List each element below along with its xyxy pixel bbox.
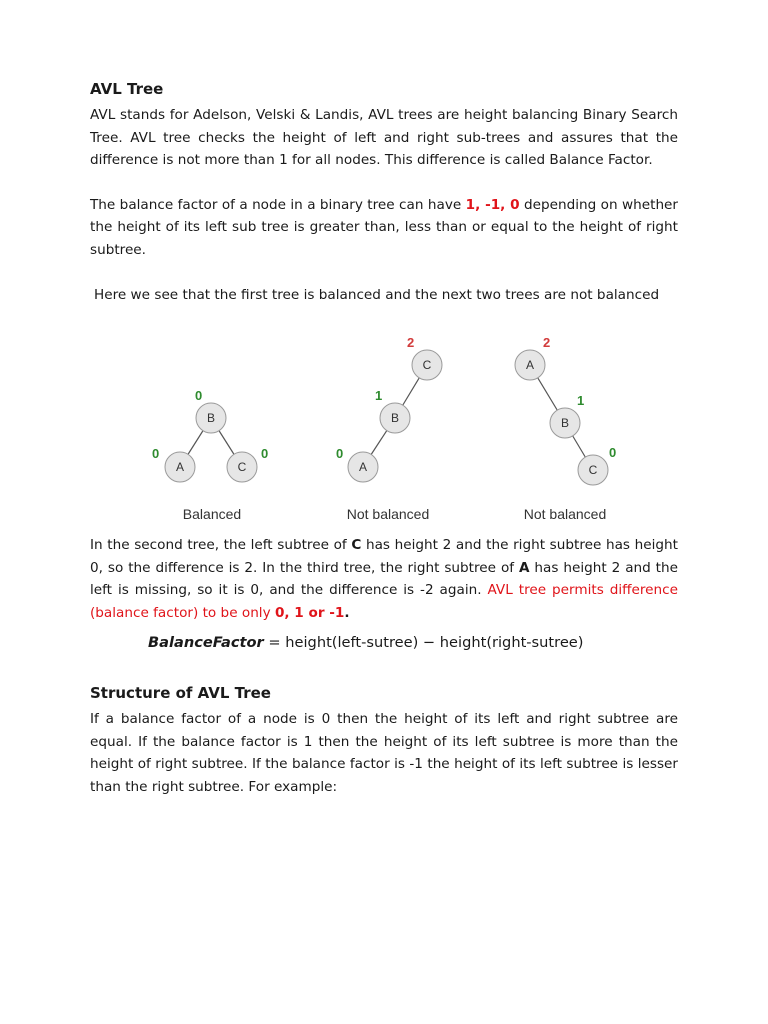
caption: Not balanced	[523, 506, 607, 522]
red-bold-values: 0, 1 or -1	[274, 604, 345, 621]
node-label: C	[588, 463, 598, 477]
node-label: A	[175, 460, 185, 474]
balance-factor-paragraph	[90, 194, 678, 262]
node-label: C	[237, 460, 247, 474]
balance-label: 0	[609, 445, 617, 460]
tree-not-balanced-1	[336, 335, 442, 522]
bold-node: C	[351, 537, 362, 553]
explanation-paragraph	[90, 534, 678, 624]
balance-label: 1	[375, 388, 383, 403]
balance-label: 2	[543, 335, 551, 350]
avl-trees-diagram	[90, 330, 690, 530]
text-span: In the second tree, the left subtree of	[90, 537, 352, 553]
text-span: has height 2 and the left is missing, so it is 0, and the difference is -2 again.	[90, 559, 678, 599]
node-label: B	[206, 411, 216, 425]
factor-values: 1, -1, 0	[465, 196, 520, 213]
node-label: B	[560, 416, 570, 430]
formula-rhs: = height(left-sutree) − height(right-sutree)	[263, 634, 584, 651]
caption: Balanced	[182, 506, 242, 522]
text-span: depending on whether the height of its left sub tree is greater than, less than or equal to the height of right subtree.	[90, 196, 679, 258]
text-span: The balance factor of a node in a binary tree can have	[90, 196, 466, 213]
node-label: A	[525, 358, 535, 372]
tree-balanced	[152, 388, 268, 522]
node-label: A	[358, 460, 368, 474]
balance-label: 1	[577, 393, 585, 408]
intro-paragraph: AVL stands for Adelson, Velski & Landis, AVL trees are height balancing Binary Search Tree. AVL tree checks the height of left and right sub-trees and assures that the difference is not more than 1 for all nodes. This difference is called Balance Factor.	[90, 107, 678, 169]
balance-label: 0	[195, 388, 203, 403]
structure-section	[90, 682, 678, 798]
balance-label: 0	[336, 446, 344, 461]
bold-node: A	[518, 559, 530, 576]
avl-heading: AVL Tree	[90, 80, 164, 98]
balance-label: 2	[407, 335, 415, 350]
formula-lhs: BalanceFactor	[148, 634, 264, 651]
document-page	[90, 78, 679, 795]
red-text: AVL tree permits difference (balance factor) to be only	[90, 582, 678, 621]
node-label: B	[390, 411, 400, 425]
text-span: has height 2 and the right subtree has height 0, so the difference is 2. In the third tree, the right subtree of	[90, 537, 678, 576]
structure-paragraph: If a balance factor of a node is 0 then the height of its left and right subtree are equal. If the balance factor is 1 then the height of its left subtree is more than the height of right subtree. If the balance factor is -1 the height of its left subtree is lesser than the right subtree. For example:	[90, 711, 678, 795]
structure-heading: Structure of AVL Tree	[90, 684, 271, 702]
balance-factor-formula	[148, 634, 583, 651]
caption: Not balanced	[346, 506, 430, 522]
balance-label: 0	[152, 446, 160, 461]
node-label: C	[422, 358, 432, 372]
tree-not-balanced-2	[515, 335, 616, 522]
text-span: .	[344, 604, 350, 621]
balance-label: 0	[261, 446, 269, 461]
trees-intro: Here we see that the first tree is balanced and the next two trees are not balanced	[94, 286, 660, 303]
